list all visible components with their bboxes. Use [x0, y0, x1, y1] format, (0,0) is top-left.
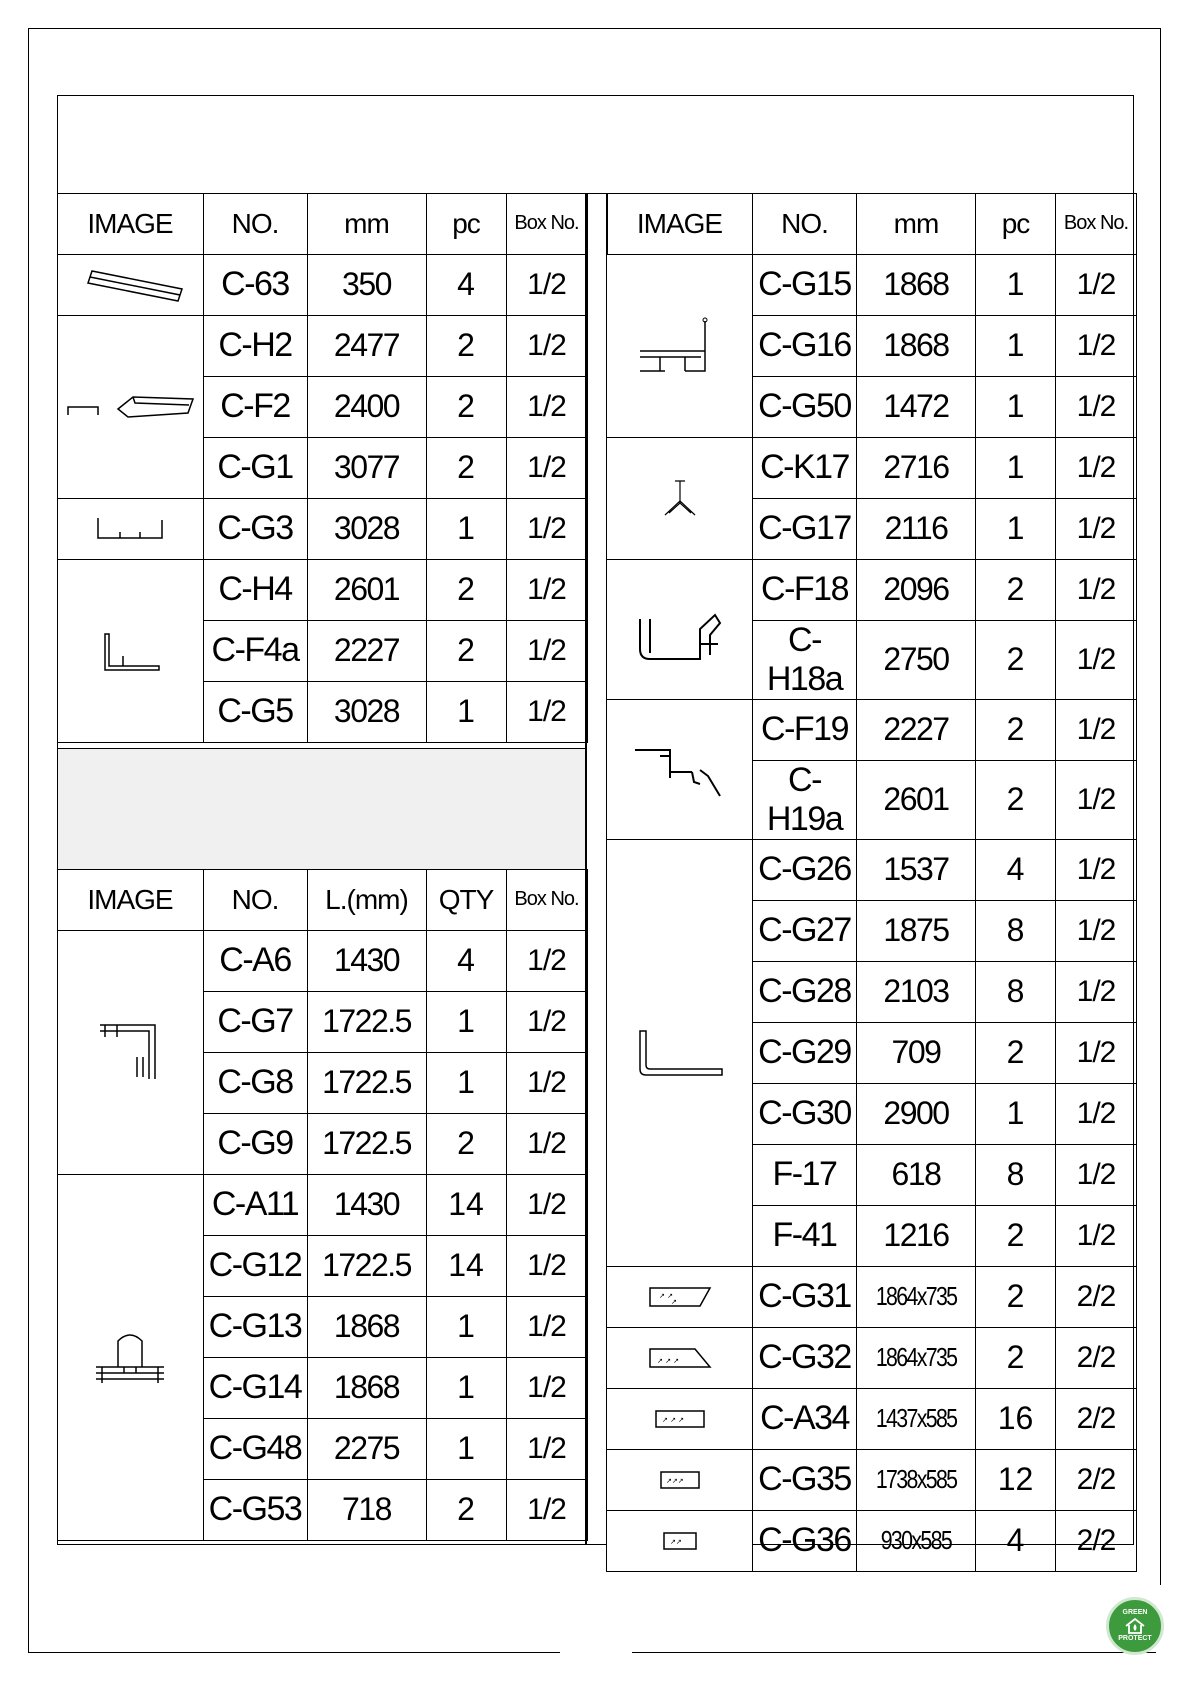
- part-number: C-G3: [203, 498, 307, 559]
- part-size: [857, 1327, 976, 1388]
- part-qty: 1: [426, 1357, 506, 1418]
- part-length: 718: [307, 1479, 426, 1540]
- profile-image-l-section: [57, 559, 203, 742]
- part-qty: 1: [976, 254, 1056, 315]
- part-length: 2477: [307, 315, 426, 376]
- part-number: C-K17: [753, 437, 857, 498]
- part-length: 1722.5: [307, 1235, 426, 1296]
- part-length: 350: [307, 254, 426, 315]
- part-qty: 2: [976, 1266, 1056, 1327]
- profile-image-gutter: [607, 559, 753, 699]
- part-size-value: 1864x735: [875, 1342, 957, 1372]
- part-length: 2400: [307, 376, 426, 437]
- table-row: [607, 839, 1137, 900]
- table-row: [607, 254, 1137, 315]
- part-number: C-G53: [203, 1479, 307, 1540]
- table-row: [607, 437, 1137, 498]
- profile-image-corner: [57, 930, 203, 1174]
- part-number: C-G8: [203, 1052, 307, 1113]
- table-row: [607, 1388, 1137, 1449]
- table-header-row: [57, 869, 587, 930]
- part-size-value: 930x585: [880, 1525, 952, 1555]
- part-length: 1537: [857, 839, 976, 900]
- part-qty: 2: [976, 559, 1056, 620]
- part-number: F-17: [753, 1144, 857, 1205]
- table-row: [57, 498, 587, 559]
- table-header-row: [57, 193, 587, 254]
- box-number: 1/2: [506, 1113, 587, 1174]
- part-length: 1722.5: [307, 991, 426, 1052]
- part-number: C-G16: [753, 315, 857, 376]
- part-number: C-F18: [753, 559, 857, 620]
- part-length: 1722.5: [307, 1052, 426, 1113]
- box-number: 1/2: [506, 1418, 587, 1479]
- part-size: [857, 1449, 976, 1510]
- col-header-mm: mm: [307, 193, 426, 254]
- svg-text:↗ ↗: ↗ ↗: [658, 1291, 673, 1300]
- part-qty: 1: [426, 1296, 506, 1357]
- part-qty: 8: [976, 1144, 1056, 1205]
- box-number: 1/2: [506, 930, 587, 991]
- part-qty: 2: [426, 376, 506, 437]
- part-qty: 14: [426, 1174, 506, 1235]
- part-number: C-G7: [203, 991, 307, 1052]
- part-number: C-G9: [203, 1113, 307, 1174]
- part-size-value: 1437x585: [875, 1403, 957, 1433]
- panel-image-trapezoid: [607, 1266, 753, 1327]
- part-length: 2227: [307, 620, 426, 681]
- profile-image-angle: [57, 254, 203, 315]
- part-qty: 4: [426, 254, 506, 315]
- col-header-no: NO.: [203, 869, 307, 930]
- svg-text:↗ ↗ ↗: ↗ ↗ ↗: [661, 1415, 684, 1424]
- box-number: 1/2: [1056, 839, 1137, 900]
- frame-gap: [560, 1648, 632, 1658]
- box-number: 1/2: [1056, 498, 1137, 559]
- table-row: [607, 1449, 1137, 1510]
- box-number: 1/2: [1056, 1083, 1137, 1144]
- svg-text:↗↗↗: ↗↗↗: [665, 1476, 684, 1485]
- box-number: 2/2: [1056, 1266, 1137, 1327]
- part-number: C-F19: [753, 699, 857, 760]
- part-number: C-G15: [753, 254, 857, 315]
- box-number: 1/2: [506, 681, 587, 742]
- part-size-value: 1738x585: [875, 1464, 957, 1494]
- part-qty: 2: [976, 620, 1056, 699]
- part-number: C-H18a: [753, 620, 857, 699]
- box-number: 1/2: [506, 1296, 587, 1357]
- table-row: [607, 1510, 1137, 1571]
- panel-image-rectangle-small: [607, 1449, 753, 1510]
- part-qty: 12: [976, 1449, 1056, 1510]
- part-qty: 1: [426, 1418, 506, 1479]
- logo-text-top: GREEN: [1122, 1609, 1148, 1616]
- part-number: C-H19a: [753, 760, 857, 839]
- box-number: 1/2: [506, 1052, 587, 1113]
- col-header-box-no: Box No.: [506, 869, 587, 930]
- part-qty: 1: [976, 1083, 1056, 1144]
- box-number: 1/2: [506, 1174, 587, 1235]
- part-number: C-G1: [203, 437, 307, 498]
- profile-image-channel: [57, 315, 203, 498]
- part-length: 1868: [307, 1296, 426, 1357]
- col-header-mm: mm: [857, 193, 976, 254]
- part-number: C-G28: [753, 961, 857, 1022]
- col-header-no: NO.: [753, 193, 857, 254]
- col-header-box-no: Box No.: [1056, 193, 1137, 254]
- svg-text:↗: ↗: [670, 1297, 677, 1306]
- part-qty: 2: [976, 760, 1056, 839]
- part-qty: 1: [426, 991, 506, 1052]
- table-row: [57, 930, 587, 991]
- box-number: 1/2: [1056, 1022, 1137, 1083]
- box-number: 1/2: [1056, 437, 1137, 498]
- part-qty: 1: [976, 315, 1056, 376]
- col-header-image: IMAGE: [607, 193, 753, 254]
- part-number: C-G30: [753, 1083, 857, 1144]
- part-number: C-F4a: [203, 620, 307, 681]
- part-qty: 1: [976, 376, 1056, 437]
- part-number: C-G12: [203, 1235, 307, 1296]
- box-number: 1/2: [506, 437, 587, 498]
- part-size: [857, 1266, 976, 1327]
- part-qty: 2: [976, 1205, 1056, 1266]
- left-bottom-parts-table: [57, 869, 588, 1541]
- part-number: C-H2: [203, 315, 307, 376]
- column-divider: [585, 194, 587, 1544]
- table-row: [607, 1327, 1137, 1388]
- part-size: [857, 1388, 976, 1449]
- box-number: 1/2: [506, 498, 587, 559]
- part-qty: 1: [426, 498, 506, 559]
- part-qty: 16: [976, 1388, 1056, 1449]
- part-number: C-G5: [203, 681, 307, 742]
- table-row: [607, 699, 1137, 760]
- part-number: C-A34: [753, 1388, 857, 1449]
- part-number: C-63: [203, 254, 307, 315]
- part-number: C-G29: [753, 1022, 857, 1083]
- panel-image-rectangle: [607, 1388, 753, 1449]
- part-number: C-G27: [753, 900, 857, 961]
- part-length: 1430: [307, 1174, 426, 1235]
- part-qty: 2: [426, 620, 506, 681]
- table-row: [607, 559, 1137, 620]
- part-number: C-A11: [203, 1174, 307, 1235]
- part-qty: 2: [976, 1022, 1056, 1083]
- gray-separator-band: [58, 748, 586, 870]
- part-number: F-41: [753, 1205, 857, 1266]
- table-row: [57, 315, 587, 376]
- part-qty: 8: [976, 961, 1056, 1022]
- profile-image-ridge: [607, 437, 753, 559]
- part-qty: 8: [976, 900, 1056, 961]
- table-header-row: [607, 193, 1137, 254]
- part-qty: 2: [426, 1113, 506, 1174]
- col-header-pc: pc: [426, 193, 506, 254]
- part-number: C-H4: [203, 559, 307, 620]
- part-length: 1472: [857, 376, 976, 437]
- table-row: [607, 1266, 1137, 1327]
- box-number: 1/2: [506, 991, 587, 1052]
- part-length: 1430: [307, 930, 426, 991]
- part-number: C-G48: [203, 1418, 307, 1479]
- part-length: 3077: [307, 437, 426, 498]
- part-number: C-G35: [753, 1449, 857, 1510]
- profile-image-h-bar: [57, 1174, 203, 1540]
- box-number: 1/2: [1056, 900, 1137, 961]
- box-number: 1/2: [506, 315, 587, 376]
- box-number: 1/2: [506, 1357, 587, 1418]
- box-number: 1/2: [1056, 1205, 1137, 1266]
- box-number: 1/2: [1056, 1144, 1137, 1205]
- part-length: 2716: [857, 437, 976, 498]
- part-length: 3028: [307, 681, 426, 742]
- part-length: 2275: [307, 1418, 426, 1479]
- green-protect-logo: [1106, 1597, 1164, 1655]
- profile-image-frame-post: [607, 254, 753, 437]
- part-length: 2096: [857, 559, 976, 620]
- box-number: 1/2: [506, 620, 587, 681]
- part-qty: 4: [426, 930, 506, 991]
- part-qty: 2: [976, 1327, 1056, 1388]
- box-number: 1/2: [506, 254, 587, 315]
- part-length: 1868: [857, 315, 976, 376]
- part-size: [857, 1510, 976, 1571]
- part-number: C-A6: [203, 930, 307, 991]
- col-header-image: IMAGE: [57, 193, 203, 254]
- col-header-pc: pc: [976, 193, 1056, 254]
- part-qty: 2: [976, 699, 1056, 760]
- part-length: 2601: [307, 559, 426, 620]
- svg-text:↗↗: ↗↗: [669, 1537, 682, 1546]
- part-length: 1722.5: [307, 1113, 426, 1174]
- part-length: 1875: [857, 900, 976, 961]
- parts-list-sheet: [57, 95, 1134, 1559]
- box-number: 1/2: [506, 376, 587, 437]
- part-length: 1216: [857, 1205, 976, 1266]
- box-number: 1/2: [506, 559, 587, 620]
- table-row: [57, 559, 587, 620]
- col-header-length: L.(mm): [307, 869, 426, 930]
- part-length: 2601: [857, 760, 976, 839]
- part-number: C-G36: [753, 1510, 857, 1571]
- box-number: 2/2: [1056, 1449, 1137, 1510]
- part-qty: 14: [426, 1235, 506, 1296]
- part-length: 709: [857, 1022, 976, 1083]
- box-number: 2/2: [1056, 1327, 1137, 1388]
- panel-image-rectangle-mini: [607, 1510, 753, 1571]
- part-qty: 1: [976, 498, 1056, 559]
- part-qty: 1: [426, 1052, 506, 1113]
- panel-image-trapezoid-mirrored: [607, 1327, 753, 1388]
- part-qty: 2: [426, 437, 506, 498]
- part-qty: 1: [426, 681, 506, 742]
- part-number: C-G13: [203, 1296, 307, 1357]
- part-length: 618: [857, 1144, 976, 1205]
- col-header-no: NO.: [203, 193, 307, 254]
- box-number: 1/2: [506, 1479, 587, 1540]
- part-qty: 1: [976, 437, 1056, 498]
- box-number: 1/2: [1056, 376, 1137, 437]
- part-qty: 2: [426, 315, 506, 376]
- part-qty: 4: [976, 839, 1056, 900]
- part-number: C-G26: [753, 839, 857, 900]
- part-number: C-G17: [753, 498, 857, 559]
- part-length: 2103: [857, 961, 976, 1022]
- house-leaf-icon: [1124, 1617, 1146, 1635]
- part-size-value: 1864x735: [875, 1281, 957, 1311]
- profile-image-rail: [57, 498, 203, 559]
- part-length: 2227: [857, 699, 976, 760]
- table-row: [57, 254, 587, 315]
- part-length: 3028: [307, 498, 426, 559]
- box-number: 2/2: [1056, 1388, 1137, 1449]
- part-number: C-G31: [753, 1266, 857, 1327]
- box-number: 1/2: [1056, 559, 1137, 620]
- part-length: 2116: [857, 498, 976, 559]
- part-number: C-G14: [203, 1357, 307, 1418]
- header-band: [58, 96, 1133, 194]
- box-number: 1/2: [1056, 315, 1137, 376]
- col-header-image: IMAGE: [57, 869, 203, 930]
- part-number: C-G32: [753, 1327, 857, 1388]
- profile-image-l-bar: [607, 839, 753, 1266]
- part-number: C-F2: [203, 376, 307, 437]
- part-qty: 2: [426, 1479, 506, 1540]
- part-length: 1868: [857, 254, 976, 315]
- right-parts-table: [606, 193, 1137, 1572]
- svg-text:↗ ↗ ↗: ↗ ↗ ↗: [656, 1356, 679, 1365]
- part-qty: 2: [426, 559, 506, 620]
- part-length: 1868: [307, 1357, 426, 1418]
- col-header-qty: QTY: [426, 869, 506, 930]
- box-number: 1/2: [1056, 254, 1137, 315]
- box-number: 1/2: [1056, 620, 1137, 699]
- profile-image-eave: [607, 699, 753, 839]
- box-number: 2/2: [1056, 1510, 1137, 1571]
- box-number: 1/2: [1056, 699, 1137, 760]
- logo-text-bottom: PROTECT: [1118, 1635, 1152, 1642]
- part-length: 2750: [857, 620, 976, 699]
- col-header-box-no: Box No.: [506, 193, 587, 254]
- box-number: 1/2: [1056, 760, 1137, 839]
- table-row: [57, 1174, 587, 1235]
- part-number: C-G50: [753, 376, 857, 437]
- box-number: 1/2: [1056, 961, 1137, 1022]
- box-number: 1/2: [506, 1235, 587, 1296]
- part-length: 2900: [857, 1083, 976, 1144]
- part-qty: 4: [976, 1510, 1056, 1571]
- left-top-parts-table: [57, 193, 588, 743]
